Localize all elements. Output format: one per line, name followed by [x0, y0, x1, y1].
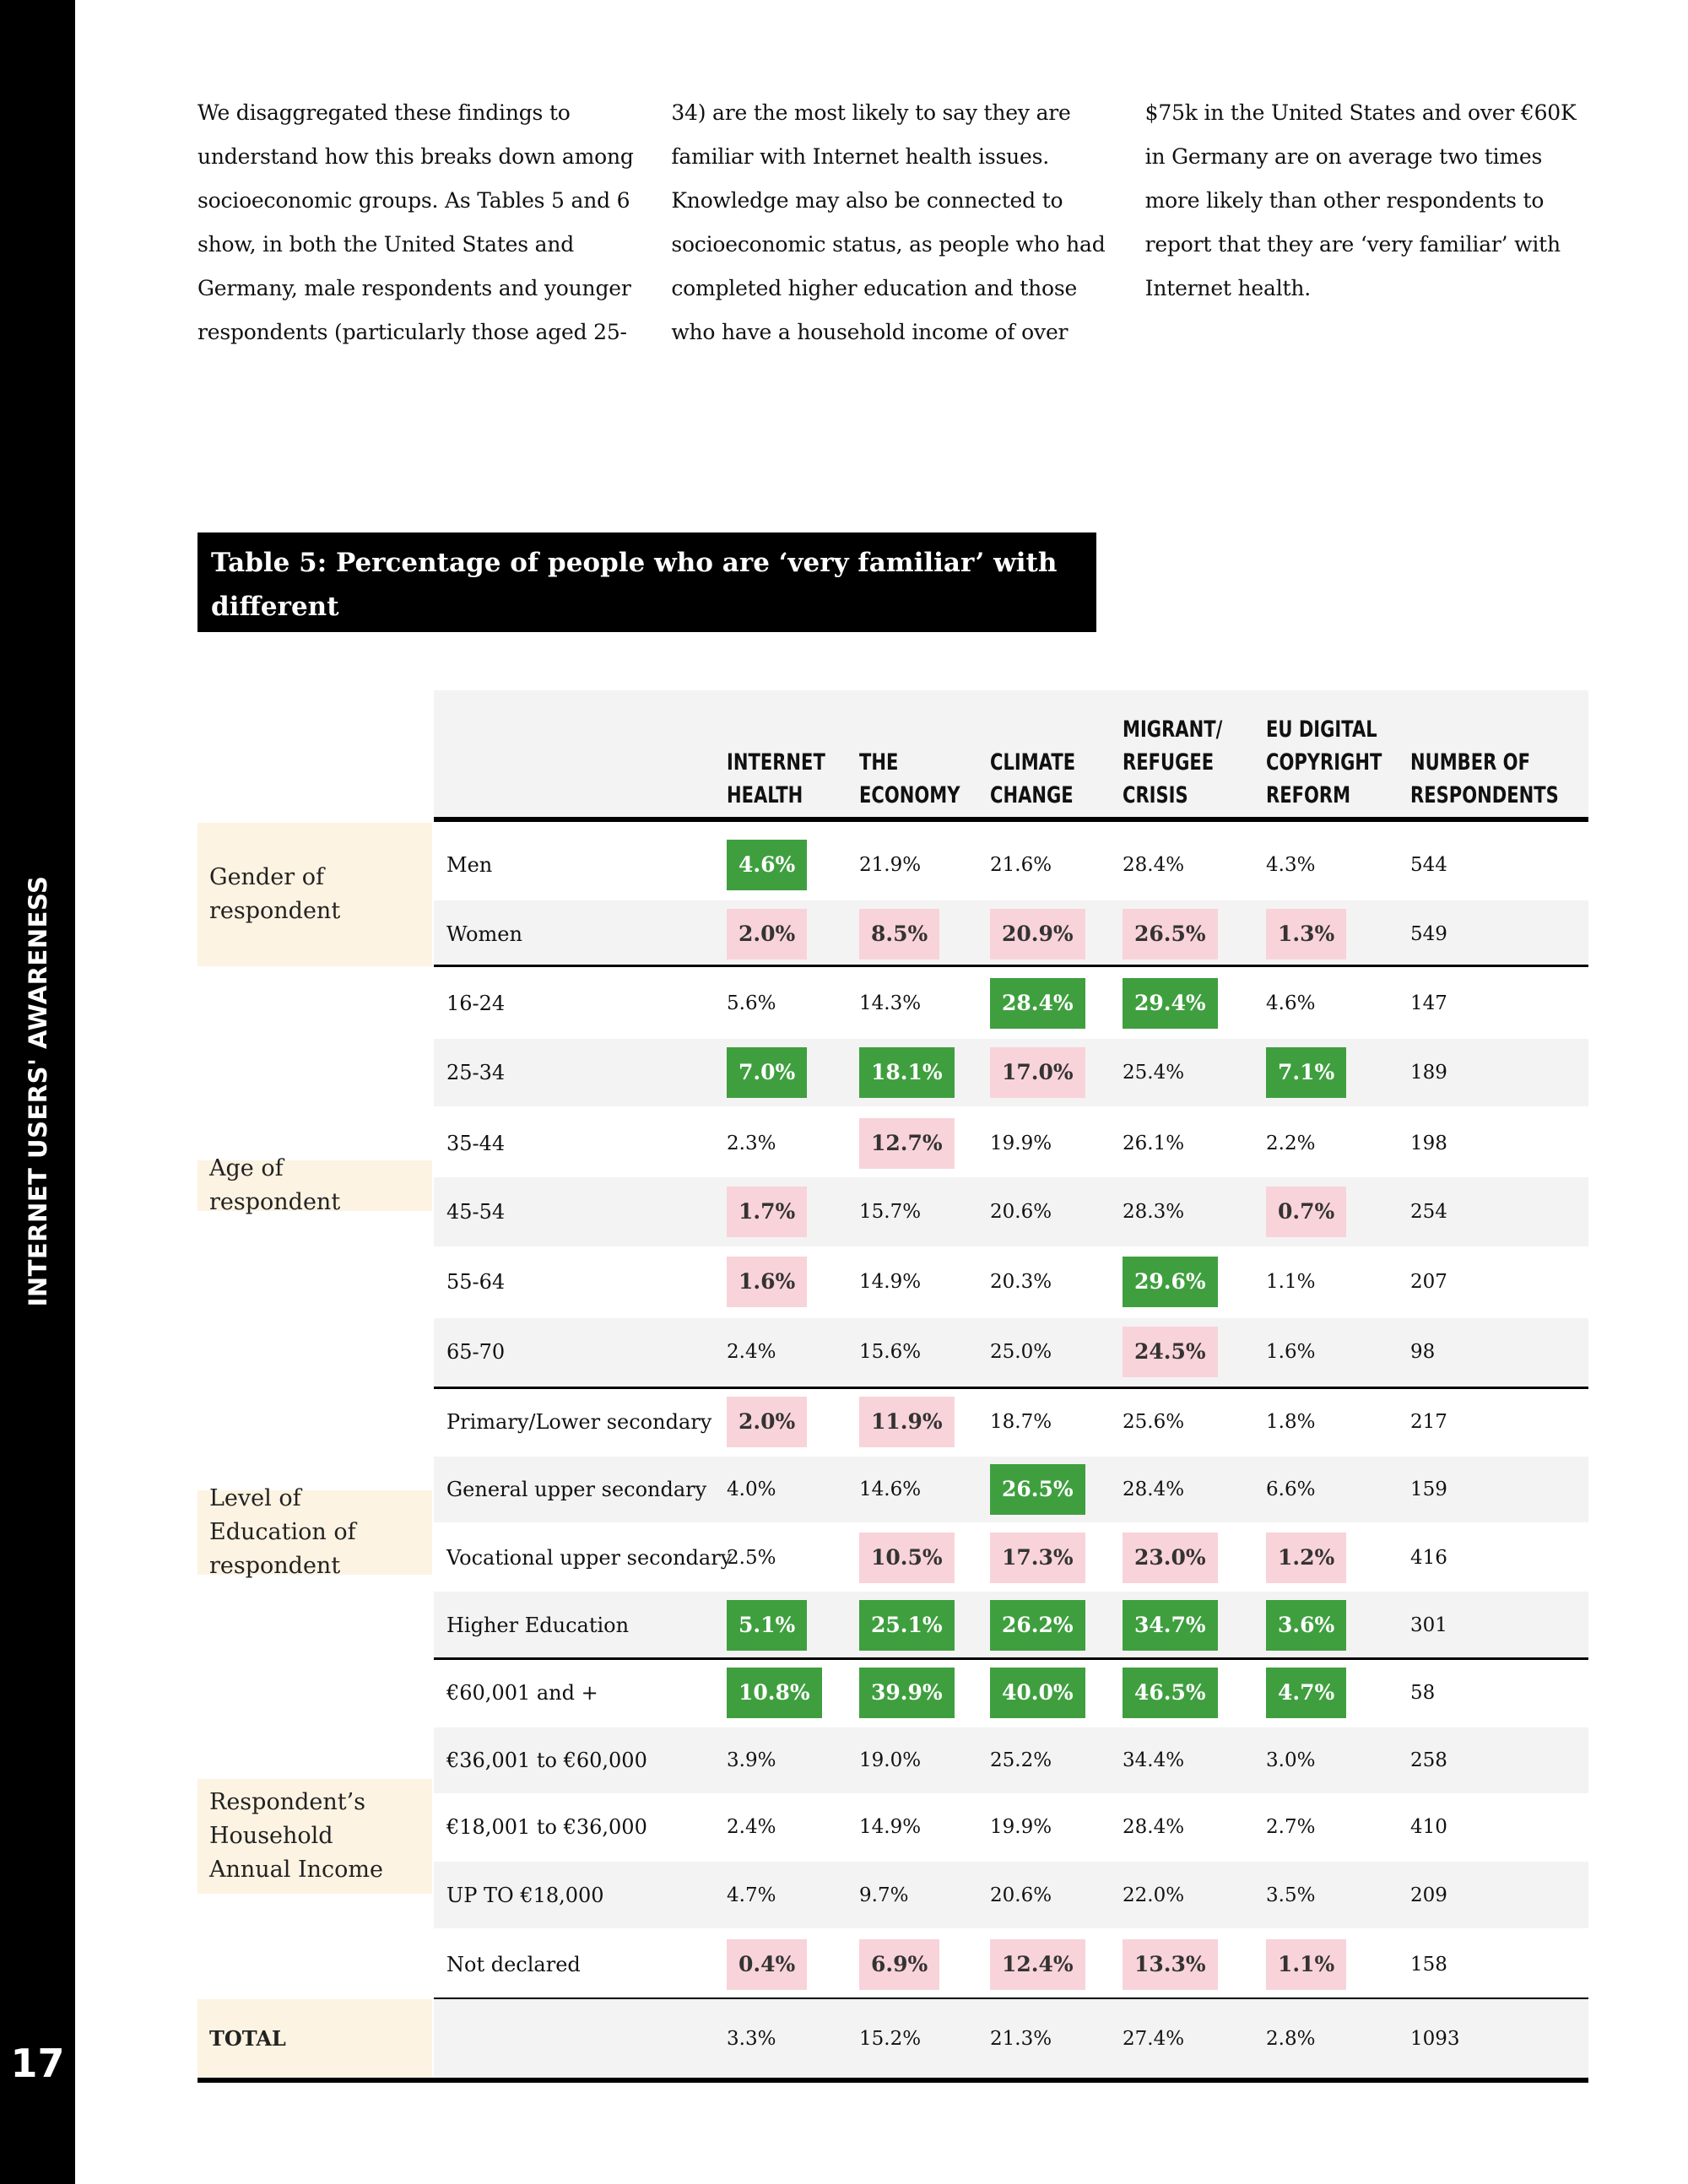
table-cell	[1266, 1248, 1315, 1316]
table-cell	[1123, 1318, 1218, 1386]
column-header	[859, 713, 960, 812]
column-header	[990, 713, 1075, 812]
page-number: 17	[10, 2041, 65, 2086]
table-cell	[727, 1039, 807, 1106]
column-header-line	[1410, 713, 1559, 746]
row-label: 35-44	[446, 1131, 506, 1155]
cell-value: 14.6%	[859, 1479, 922, 1500]
cell-value: 2.3%	[727, 1132, 776, 1154]
table-row	[434, 1931, 1588, 1997]
table-cell	[727, 1457, 776, 1522]
table-cell	[990, 1794, 1052, 1860]
column-header-line: THE	[859, 749, 899, 776]
column-header-line: REFORM	[1266, 782, 1351, 808]
highlight-low-value: 20.9%	[990, 909, 1085, 960]
group-separator	[434, 965, 1588, 967]
table-cell	[1410, 1177, 1447, 1246]
table-cell	[727, 900, 807, 967]
column-header	[727, 713, 825, 812]
row-label: €36,001 to €60,000	[446, 1749, 647, 1772]
column-header-line: ECONOMY	[859, 782, 960, 808]
row-group-label: Respondent’s Household Annual Income	[197, 1779, 432, 1894]
column-header-line: CHANGE	[990, 782, 1074, 808]
table-cell	[859, 1109, 955, 1177]
table-cell	[1123, 1931, 1218, 1997]
cell-value: 28.3%	[1123, 1201, 1185, 1223]
table-cell	[990, 1039, 1085, 1106]
highlight-low-value: 1.7%	[727, 1187, 807, 1237]
cell-value: 19.9%	[990, 1816, 1052, 1838]
table-cell	[859, 1727, 921, 1793]
column-header-line: REFUGEE	[1123, 749, 1215, 776]
table-cell	[1123, 900, 1218, 967]
table-title-line-1: Table 5: Percentage of people who are ‘very familiar’ with different	[211, 548, 1058, 622]
highlight-low-value: 2.0%	[727, 909, 807, 960]
table-cell	[859, 1524, 955, 1591]
cell-value: 2.4%	[727, 1341, 776, 1363]
table-cell	[1123, 1248, 1218, 1316]
table-cell	[1123, 1862, 1184, 1928]
cell-value: 28.4%	[1123, 1816, 1185, 1838]
cell-value: 2.5%	[727, 1546, 776, 1569]
highlight-low-value: 6.9%	[859, 1939, 939, 1990]
cell-value: 4.7%	[727, 1884, 776, 1906]
table-row	[434, 1039, 1588, 1106]
highlight-high-value: 46.5%	[1123, 1668, 1218, 1718]
table-cell	[859, 1660, 955, 1726]
row-group-label: Level of Education of respondent	[197, 1490, 432, 1575]
highlight-low-value: 13.3%	[1123, 1939, 1218, 1990]
column-header-line	[859, 713, 960, 746]
highlight-high-value: 26.5%	[990, 1464, 1085, 1515]
table-cell	[1410, 1318, 1435, 1386]
table-cell	[1410, 1727, 1447, 1793]
table-cell	[1410, 830, 1447, 899]
highlight-high-value: 26.2%	[990, 1600, 1085, 1651]
table-title	[197, 532, 1096, 666]
highlight-low-value: 1.2%	[1266, 1533, 1346, 1583]
table-cell	[1123, 1109, 1184, 1177]
highlight-low-value: 0.4%	[727, 1939, 807, 1990]
highlight-low-value: 10.5%	[859, 1533, 955, 1583]
cell-value: 18.7%	[990, 1411, 1052, 1433]
highlight-high-value: 25.1%	[859, 1600, 955, 1651]
table-cell	[1266, 1524, 1346, 1591]
highlight-low-value: 12.4%	[990, 1939, 1085, 1990]
column-header-line: INTERNET	[727, 749, 825, 776]
cell-value: 3.0%	[1266, 1749, 1316, 1771]
cell-value: 5.6%	[727, 992, 776, 1014]
cell-value: 2.2%	[1266, 1132, 1316, 1154]
table-cell	[1123, 1524, 1218, 1591]
cell-value: 217	[1410, 1411, 1447, 1433]
table-cell	[727, 1592, 807, 1658]
table-row	[434, 1457, 1588, 1522]
table-cell	[859, 1318, 921, 1386]
table-cell	[727, 1931, 807, 1997]
highlight-low-value: 0.7%	[1266, 1187, 1346, 1237]
cell-value: 1.6%	[1266, 1341, 1316, 1363]
table-cell	[990, 1862, 1052, 1928]
cell-value: 25.6%	[1123, 1411, 1185, 1433]
table-cell	[1410, 970, 1447, 1037]
total-cell	[727, 1999, 776, 2078]
table-row	[434, 1862, 1588, 1928]
table-cell	[1266, 830, 1315, 899]
total-label	[197, 1999, 432, 2078]
highlight-low-value: 24.5%	[1123, 1327, 1218, 1377]
cell-value: 209	[1410, 1884, 1447, 1906]
total-value: 3.3%	[727, 2027, 776, 2050]
table-cell	[1266, 1457, 1315, 1522]
row-group-label: Age of respondent	[197, 1160, 432, 1211]
highlight-high-value: 4.7%	[1266, 1668, 1346, 1718]
table-cell	[1410, 1660, 1435, 1726]
section-title: INTERNET USERS' AWARENESS	[24, 875, 52, 1307]
table-row	[434, 1727, 1588, 1793]
table-cell	[727, 1109, 776, 1177]
table-cell	[859, 900, 939, 967]
table-cell	[990, 1318, 1052, 1386]
row-group-label: Gender of respondent	[197, 823, 432, 966]
cell-value: 254	[1410, 1201, 1447, 1223]
table-cell	[727, 1177, 807, 1246]
highlight-high-value: 39.9%	[859, 1668, 955, 1718]
cell-value: 21.9%	[859, 853, 922, 876]
table-cell	[1410, 1457, 1447, 1522]
table-cell	[1266, 1862, 1315, 1928]
cell-value: 1.1%	[1266, 1271, 1316, 1293]
column-header-line	[727, 713, 825, 746]
cell-value: 25.2%	[990, 1749, 1052, 1771]
highlight-high-value: 40.0%	[990, 1668, 1085, 1718]
table-row	[434, 1318, 1588, 1386]
cell-value: 9.7%	[859, 1884, 909, 1906]
table-cell	[859, 1389, 955, 1455]
cell-value: 21.6%	[990, 853, 1052, 876]
row-label: Primary/Lower secondary	[446, 1410, 712, 1434]
table-header	[434, 690, 1588, 822]
table-cell	[1266, 970, 1315, 1037]
table-cell	[1410, 1389, 1447, 1455]
highlight-high-value: 3.6%	[1266, 1600, 1346, 1651]
cell-value: 4.0%	[727, 1479, 776, 1500]
table-row	[434, 1524, 1588, 1591]
column-header	[1266, 713, 1382, 812]
highlight-high-value: 7.0%	[727, 1047, 807, 1098]
highlight-high-value: 29.6%	[1123, 1257, 1218, 1307]
table-cell	[990, 1177, 1052, 1246]
row-label: 25-34	[446, 1061, 506, 1084]
cell-value: 20.6%	[990, 1884, 1052, 1906]
highlight-high-value: 10.8%	[727, 1668, 822, 1718]
table-cell	[990, 1389, 1052, 1455]
cell-value: 159	[1410, 1479, 1447, 1500]
table-cell	[990, 900, 1085, 967]
cell-value: 28.4%	[1123, 853, 1185, 876]
highlight-low-value: 8.5%	[859, 909, 939, 960]
table-cell	[1266, 1931, 1346, 1997]
row-label: Vocational upper secondary	[446, 1545, 733, 1570]
table-row	[434, 1794, 1588, 1860]
highlight-low-value: 1.3%	[1266, 909, 1346, 960]
column-header-line: MIGRANT/	[1123, 716, 1223, 743]
highlight-high-value: 28.4%	[990, 978, 1085, 1029]
row-label: Men	[446, 852, 493, 877]
row-label: €18,001 to €36,000	[446, 1815, 647, 1839]
table-cell	[1266, 1592, 1346, 1658]
column-header-line: EU DIGITAL	[1266, 716, 1377, 743]
row-label: General upper secondary	[446, 1478, 707, 1501]
table-cell	[859, 1592, 955, 1658]
row-label: Higher Education	[446, 1613, 630, 1637]
table-cell	[1123, 1457, 1184, 1522]
highlight-high-value: 7.1%	[1266, 1047, 1346, 1098]
table-cell	[1410, 900, 1447, 967]
cell-value: 1.8%	[1266, 1411, 1316, 1433]
table-cell	[1123, 970, 1218, 1037]
table-cell	[1410, 1931, 1447, 1997]
table-row	[434, 830, 1588, 899]
cell-value: 6.6%	[1266, 1479, 1316, 1500]
cell-value: 14.9%	[859, 1271, 922, 1293]
table-cell	[859, 1931, 939, 1997]
table-row	[434, 1248, 1588, 1316]
row-label: €60,001 and +	[446, 1681, 598, 1705]
column-header-line: COPYRIGHT	[1266, 749, 1382, 776]
total-value: 27.4%	[1123, 2027, 1185, 2050]
table-cell	[990, 830, 1052, 899]
row-label: UP TO €18,000	[446, 1883, 604, 1907]
table-cell	[727, 1248, 807, 1316]
row-label: Women	[446, 922, 522, 946]
table-cell	[727, 1524, 776, 1591]
table-row	[434, 1109, 1588, 1177]
column-header-line: CRISIS	[1123, 782, 1188, 808]
table-cell	[1410, 1592, 1447, 1658]
cell-value: 189	[1410, 1062, 1447, 1084]
cell-value: 14.9%	[859, 1816, 922, 1838]
total-cell	[1410, 1999, 1460, 2078]
table-cell	[1410, 1248, 1447, 1316]
cell-value: 258	[1410, 1749, 1447, 1771]
cell-value: 301	[1410, 1614, 1447, 1636]
column-header-line	[990, 713, 1075, 746]
table-cell	[727, 1794, 776, 1860]
highlight-low-value: 2.0%	[727, 1397, 807, 1447]
table-cell	[1123, 1389, 1184, 1455]
cell-value: 544	[1410, 853, 1447, 876]
table-cell	[859, 970, 921, 1037]
row-label: 45-54	[446, 1200, 506, 1224]
column-header	[1123, 713, 1222, 812]
column-header-line: HEALTH	[727, 782, 803, 808]
table-cell	[990, 1524, 1085, 1591]
highlight-high-value: 5.1%	[727, 1600, 807, 1651]
cell-value: 147	[1410, 992, 1447, 1014]
cell-value: 20.6%	[990, 1201, 1052, 1223]
table-cell	[1123, 1039, 1184, 1106]
column-header-line: CLIMATE	[990, 749, 1076, 776]
cell-value: 19.0%	[859, 1749, 922, 1771]
cell-value: 25.0%	[990, 1341, 1052, 1363]
cell-value: 14.3%	[859, 992, 922, 1014]
table-cell	[990, 1727, 1052, 1793]
table-cell	[1410, 1794, 1447, 1860]
cell-value: 158	[1410, 1953, 1447, 1976]
total-value: 2.8%	[1266, 2027, 1316, 2050]
table-row	[434, 1592, 1588, 1658]
table-cell	[1266, 1318, 1315, 1386]
table-cell	[859, 1457, 921, 1522]
column-header-line: NUMBER OF	[1410, 749, 1530, 776]
cell-value: 15.7%	[859, 1201, 922, 1223]
table-row	[434, 900, 1588, 967]
table-row	[434, 970, 1588, 1037]
highlight-low-value: 1.1%	[1266, 1939, 1346, 1990]
cell-value: 98	[1410, 1341, 1436, 1363]
table-cell	[859, 1177, 921, 1246]
cell-value: 3.9%	[727, 1749, 776, 1771]
total-label-text: TOTAL	[209, 2025, 286, 2051]
table-cell	[1123, 1727, 1184, 1793]
table-cell	[727, 1727, 776, 1793]
table-bottom-rule	[197, 2078, 1588, 2083]
table-cell	[859, 830, 921, 899]
table-cell	[1266, 1389, 1315, 1455]
total-row	[209, 1999, 1588, 2078]
cell-value: 26.1%	[1123, 1132, 1185, 1154]
table-cell	[990, 1660, 1085, 1726]
table-cell	[859, 1794, 921, 1860]
column-header	[1410, 713, 1559, 812]
table-row	[434, 1177, 1588, 1246]
cell-value: 207	[1410, 1271, 1447, 1293]
highlight-low-value: 23.0%	[1123, 1533, 1218, 1583]
cell-value: 15.6%	[859, 1341, 922, 1363]
cell-value: 2.7%	[1266, 1816, 1316, 1838]
table-title-line-2: issues in Germany, by socioeconomic characteristics	[211, 635, 982, 666]
cell-value: 25.4%	[1123, 1062, 1185, 1084]
highlight-high-value: 34.7%	[1123, 1600, 1218, 1651]
total-value: 15.2%	[859, 2027, 922, 2050]
cell-value: 198	[1410, 1132, 1447, 1154]
table-cell	[1123, 830, 1184, 899]
table-cell	[1123, 1177, 1184, 1246]
highlight-low-value: 1.6%	[727, 1257, 807, 1307]
table-cell	[727, 830, 807, 899]
table-cell	[727, 1660, 822, 1726]
table-cell	[1123, 1592, 1218, 1658]
cell-value: 19.9%	[990, 1132, 1052, 1154]
row-label: 55-64	[446, 1270, 506, 1294]
table-cell	[727, 1318, 776, 1386]
cell-value: 20.3%	[990, 1271, 1052, 1293]
table-cell	[1266, 1039, 1346, 1106]
table-cell	[1410, 1862, 1447, 1928]
total-value: 1093	[1410, 2027, 1460, 2050]
table-cell	[990, 1109, 1052, 1177]
table-cell	[1410, 1039, 1447, 1106]
total-cell	[859, 1999, 921, 2078]
cell-value: 4.6%	[1266, 992, 1316, 1014]
cell-value: 4.3%	[1266, 853, 1316, 876]
total-cell	[990, 1999, 1052, 2078]
table-cell	[727, 970, 776, 1037]
row-label: 16-24	[446, 992, 506, 1015]
total-value: 21.3%	[990, 2027, 1052, 2050]
table-cell	[1123, 1794, 1184, 1860]
cell-value: 2.4%	[727, 1816, 776, 1838]
table-cell	[1410, 1109, 1447, 1177]
table-cell	[990, 1931, 1085, 1997]
table-cell	[1123, 1660, 1218, 1726]
table-cell	[727, 1389, 807, 1455]
cell-value: 3.5%	[1266, 1884, 1316, 1906]
table-cell	[1266, 1794, 1315, 1860]
table-cell	[990, 1248, 1052, 1316]
table-row	[434, 1389, 1588, 1455]
highlight-low-value: 12.7%	[859, 1118, 955, 1169]
intro-paragraph: We disaggregated these findings to understand how this breaks down among socioeconomic groups. As Tables 5 and 6 show, in both the United States and Germany, male respondents and younger respondents (particularly those aged 25-34) are the most likely to say they are familiar with Internet health issues. Knowledge may also be connected to socioeconomic status, as people who had completed higher education and those who have a household income of over $75k in the United States and over €60K in Germany are on average two times more likely than other respondents to report that they are ‘very familiar’ with Internet health.	[197, 100, 1577, 344]
highlight-low-value: 26.5%	[1123, 909, 1218, 960]
group-separator	[434, 1657, 1588, 1660]
table-cell	[1266, 1727, 1315, 1793]
row-label: Not declared	[446, 1952, 581, 1976]
highlight-high-value: 4.6%	[727, 840, 807, 890]
table-cell	[1410, 1524, 1447, 1591]
total-cell	[1266, 1999, 1315, 2078]
table-cell	[727, 1862, 776, 1928]
highlight-high-value: 29.4%	[1123, 978, 1218, 1029]
table-row	[434, 1660, 1588, 1726]
table-cell	[990, 970, 1085, 1037]
table-cell	[1266, 1177, 1346, 1246]
cell-value: 549	[1410, 922, 1447, 945]
highlight-low-value: 17.0%	[990, 1047, 1085, 1098]
cell-value: 22.0%	[1123, 1884, 1185, 1906]
total-cell	[1123, 1999, 1184, 2078]
table-cell	[859, 1862, 908, 1928]
group-separator	[434, 1387, 1588, 1389]
table-cell	[1266, 1109, 1315, 1177]
cell-value: 28.4%	[1123, 1479, 1185, 1500]
cell-value: 34.4%	[1123, 1749, 1185, 1771]
table-cell	[859, 1039, 955, 1106]
row-label: 65-70	[446, 1340, 506, 1364]
cell-value: 410	[1410, 1816, 1447, 1838]
cell-value: 416	[1410, 1546, 1447, 1569]
highlight-low-value: 11.9%	[859, 1397, 955, 1447]
highlight-high-value: 18.1%	[859, 1047, 955, 1098]
table-cell	[859, 1248, 921, 1316]
table-cell	[1266, 900, 1346, 967]
table-cell	[1266, 1660, 1346, 1726]
table-cell	[990, 1457, 1085, 1522]
highlight-low-value: 17.3%	[990, 1533, 1085, 1583]
table-cell	[990, 1592, 1085, 1658]
cell-value: 58	[1410, 1682, 1436, 1704]
column-header-line: RESPONDENTS	[1410, 782, 1559, 808]
